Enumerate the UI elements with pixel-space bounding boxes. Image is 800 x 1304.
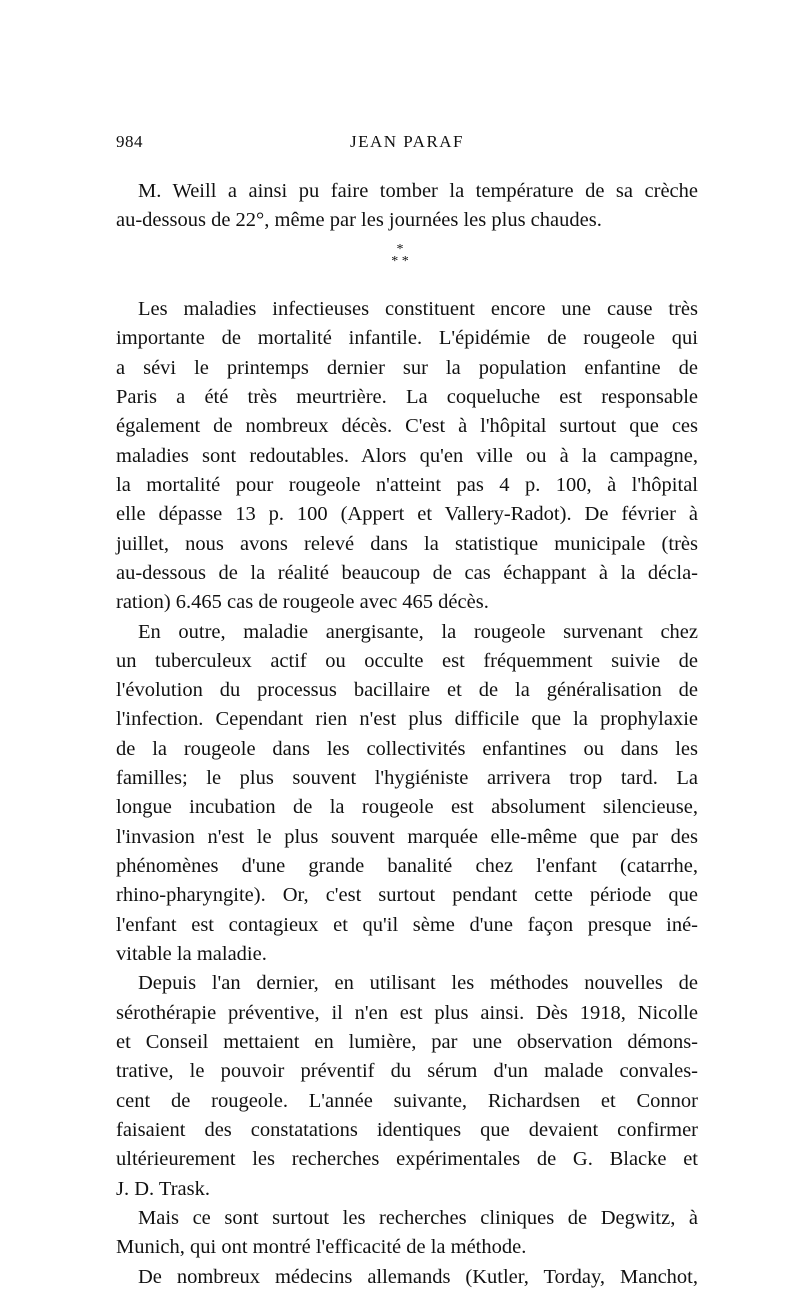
text-line: familles; le plus souvent l'hygiéniste arrivera trop tard. La (116, 767, 698, 789)
text-line: l'évolution du processus bacillaire et de la généralisation de (116, 679, 698, 701)
page-number: 984 (116, 132, 143, 151)
text-line: l'infection. Cependant rien n'est plus difficile que la prophylaxie (116, 708, 698, 730)
text-line: rhino-pharyngite). Or, c'est surtout pendant cette période que (116, 884, 698, 906)
text-line: au-dessous de 22°, même par les journées les plus chaudes. (116, 209, 602, 231)
text-line: Paris a été très meurtrière. La coqueluche est responsable (116, 386, 698, 408)
text-line: faisaient des constatations identiques que devaient confirmer (116, 1119, 698, 1141)
text-line: l'invasion n'est le plus souvent marquée elle-même que par des (116, 826, 698, 848)
running-header (116, 132, 698, 156)
text-line: Les maladies infectieuses constituent encore une cause très (138, 298, 698, 320)
text-line: la mortalité pour rougeole n'atteint pas 4 p. 100, à l'hôpital (116, 474, 698, 496)
text-line: De nombreux médecins allemands (Kutler, Torday, Manchot, (138, 1266, 698, 1288)
text-line: Munich, qui ont montré l'efficacité de la méthode. (116, 1236, 527, 1258)
text-line: J. D. Trask. (116, 1178, 210, 1200)
asterism-top: * (396, 242, 404, 257)
text-line: phénomènes d'une grande banalité chez l'enfant (catarrhe, (116, 855, 698, 877)
asterism-bottom: * * (391, 254, 409, 269)
text-line: a sévi le printemps dernier sur la population enfantine de (116, 357, 698, 379)
text-line: importante de mortalité infantile. L'épidémie de rougeole qui (116, 327, 698, 349)
text-line: Depuis l'an dernier, en utilisant les méthodes nouvelles de (138, 972, 698, 994)
text-line: un tuberculeux actif ou occulte est fréquemment suivie de (116, 650, 698, 672)
text-line: sérothérapie préventive, il n'en est plus ainsi. Dès 1918, Nicolle (116, 1002, 698, 1024)
text-line: également de nombreux décès. C'est à l'hôpital surtout que ces (116, 415, 698, 437)
text-line: trative, le pouvoir préventif du sérum d'un malade convales- (116, 1060, 698, 1082)
text-line: ultérieurement les recherches expérimentales de G. Blacke et (116, 1148, 698, 1170)
text-line: ration) 6.465 cas de rougeole avec 465 décès. (116, 591, 489, 613)
text-line: En outre, maladie anergisante, la rougeole survenant chez (138, 621, 698, 643)
text-line: Mais ce sont surtout les recherches cliniques de Degwitz, à (138, 1207, 698, 1229)
text-line: l'enfant est contagieux et qu'il sème d'une façon presque iné- (116, 914, 698, 936)
running-title: JEAN PARAF (349, 132, 465, 151)
text-line: M. Weill a ainsi pu faire tomber la température de sa crèche (138, 180, 698, 202)
text-line: elle dépasse 13 p. 100 (Appert et Vallery-Radot). De février à (116, 503, 698, 525)
text-line: au-dessous de la réalité beaucoup de cas échappant à la décla- (116, 562, 698, 584)
text-line: maladies sont redoutables. Alors qu'en ville ou à la campagne, (116, 445, 698, 467)
text-line: longue incubation de la rougeole est absolument silencieuse, (116, 796, 698, 818)
asterism-separator (360, 244, 440, 274)
text-line: cent de rougeole. L'année suivante, Richardsen et Connor (116, 1090, 698, 1112)
text-line: et Conseil mettaient en lumière, par une observation démons- (116, 1031, 698, 1053)
text-line: juillet, nous avons relevé dans la statistique municipale (très (116, 533, 698, 555)
text-line: de la rougeole dans les collectivités enfantines ou dans les (116, 738, 698, 760)
text-line: vitable la maladie. (116, 943, 267, 965)
